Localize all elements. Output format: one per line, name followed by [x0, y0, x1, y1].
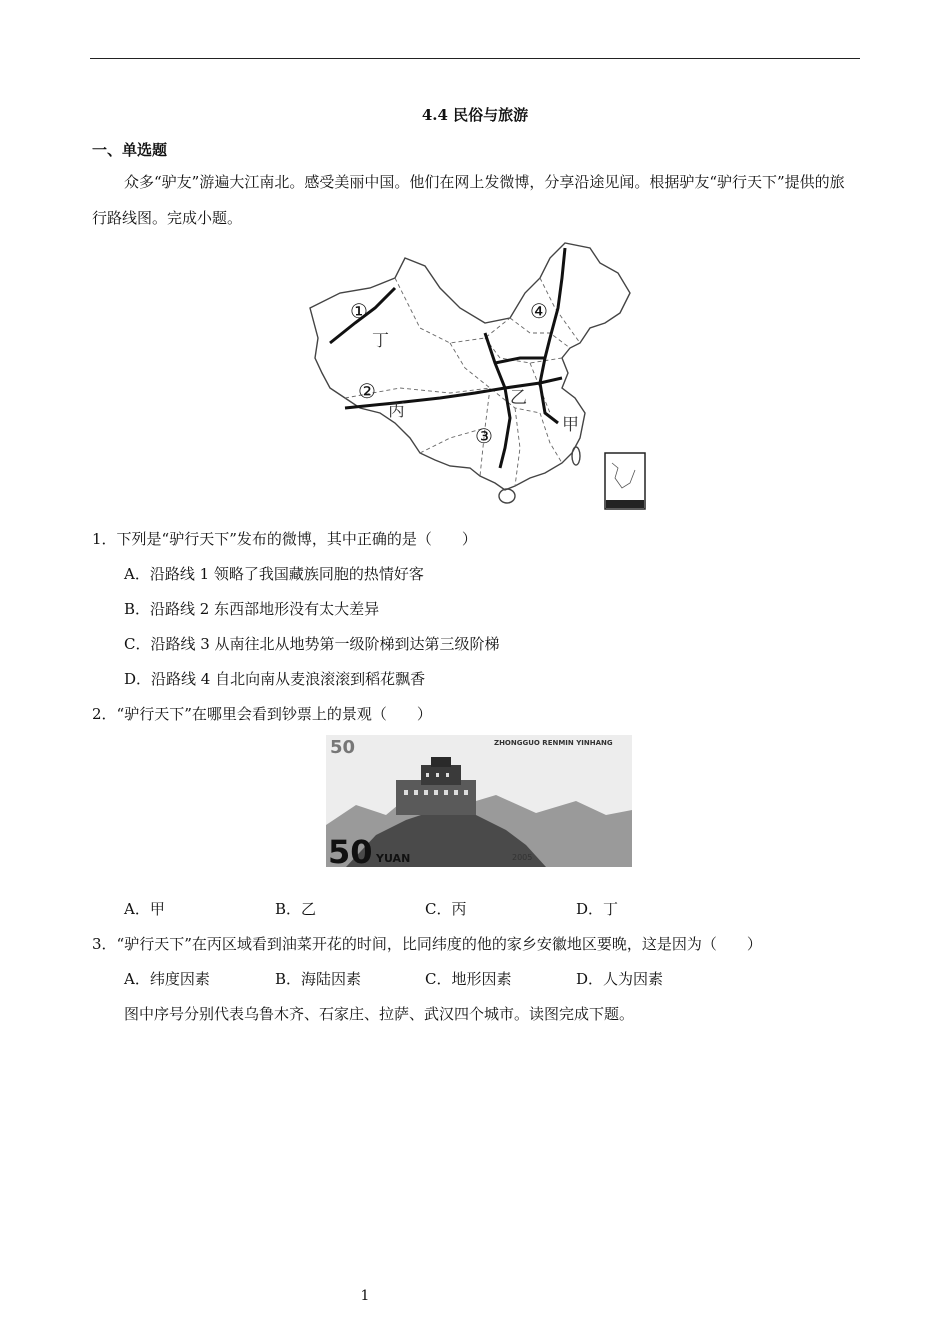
china-route-map	[300, 238, 650, 512]
q2-option-c[interactable]: C．丙	[425, 900, 467, 918]
q3-option-d[interactable]: D．人为因素	[576, 970, 664, 988]
region-yi-label: 乙	[510, 388, 527, 408]
intro-paragraph: 众多“驴友”游遍大江南北。感受美丽中国。他们在网上发微博，分享沿途见闻。根据驴友“驴行天下”提供的旅行路线图。完成小题。	[92, 173, 845, 227]
banknote-year: 2005	[512, 853, 533, 862]
page-number: 1	[360, 1288, 370, 1304]
banknote-top-denomination: 50	[330, 737, 356, 758]
banknote-currency: YUAN	[376, 852, 411, 865]
q2-option-b[interactable]: B．乙	[275, 900, 317, 918]
route-2-label: ②	[358, 379, 376, 403]
q1-option-c[interactable]: C．沿路线 3 从南往北从地势第一级阶梯到达第三级阶梯	[124, 635, 500, 653]
q1-option-a[interactable]: A．沿路线 1 领略了我国藏族同胞的热情好客	[124, 565, 424, 583]
region-bing-label: 丙	[388, 401, 405, 421]
route-1-label: ①	[350, 299, 368, 323]
route-4-label: ④	[530, 299, 548, 323]
q3-option-b[interactable]: B．海陆因素	[275, 970, 362, 988]
banknote-denomination: 50	[328, 833, 373, 867]
q3-option-a[interactable]: A．纬度因素	[124, 970, 210, 988]
question-1-stem: 1．下列是“驴行天下”发布的微博，其中正确的是（ ）	[92, 530, 477, 548]
reading-note: 图中序号分别代表乌鲁木齐、石家庄、拉萨、武汉四个城市。读图完成下题。	[124, 1005, 635, 1023]
header-rule	[90, 58, 860, 59]
q1-option-b[interactable]: B．沿路线 2 东西部地形没有太大差异	[124, 600, 380, 618]
document-title: 4.4 民俗与旅游	[421, 106, 529, 124]
route-4-line	[540, 248, 565, 423]
banknote-bank-name: ZHONGGUO RENMIN YINHANG	[494, 739, 613, 747]
question-2-stem: 2．“驴行天下”在哪里会看到钞票上的景观（ ）	[92, 705, 432, 723]
china-outline	[310, 243, 630, 490]
q2-option-d[interactable]: D．丁	[576, 900, 619, 918]
banknote-image	[326, 735, 632, 867]
question-3-stem: 3．“驴行天下”在丙区域看到油菜开花的时间，比同纬度的他的家乡安徽地区要晚，这是因为（ ）	[92, 935, 762, 953]
route-2-line	[345, 378, 562, 408]
region-ding-label: 丁	[372, 331, 389, 351]
q3-option-c[interactable]: C．地形因素	[425, 970, 512, 988]
q1-option-d[interactable]: D．沿路线 4 自北向南从麦浪滚滚到稻花飘香	[124, 670, 426, 688]
region-jia-label: 甲	[562, 415, 579, 435]
section-heading: 一、单选题	[92, 141, 168, 159]
south-china-sea-inset	[605, 453, 645, 509]
route-3-label: ③	[475, 424, 493, 448]
q2-option-a[interactable]: A．甲	[124, 900, 165, 918]
